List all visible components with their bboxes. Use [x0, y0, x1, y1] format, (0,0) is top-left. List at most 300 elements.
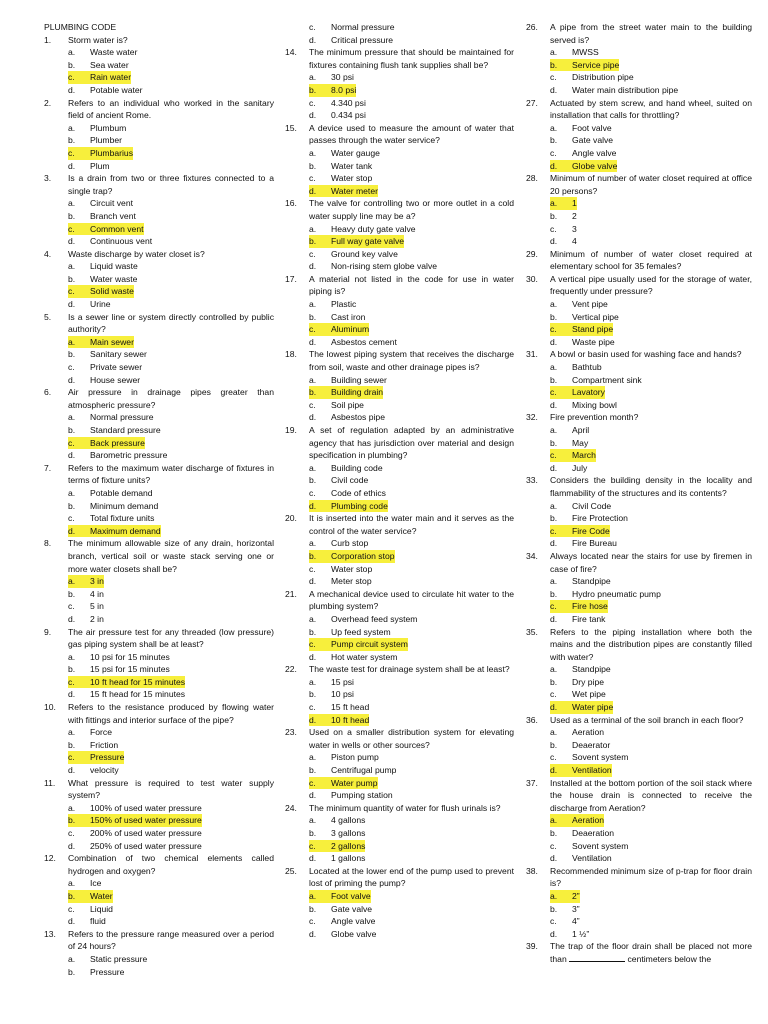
option-letter: c. [68, 751, 90, 764]
question-text: Refers to the maximum water discharge of fixtures in terms of fixture units? [68, 462, 274, 486]
answer-option [44, 147, 274, 160]
answer-option [44, 298, 274, 311]
answer-option [285, 550, 514, 563]
option-text: Sea water [90, 59, 129, 70]
answer-option [526, 84, 752, 97]
question-number: 4. [44, 248, 52, 259]
option-text: 3 [572, 223, 577, 234]
question-text: The minimum pressure that should be maintained for fixtures containing flush tank supplies shall be? [309, 47, 514, 70]
answer-option [526, 311, 752, 324]
option-letter: b. [309, 311, 317, 322]
option-text: House sewer [90, 374, 141, 385]
answer-option [285, 235, 514, 248]
question-number: 16. [285, 198, 297, 209]
answer-option [285, 185, 514, 198]
option-letter: c. [309, 916, 316, 927]
option-letter: d. [68, 450, 76, 461]
option-letter: a. [68, 727, 76, 738]
question-item [526, 550, 752, 626]
option-text: Branch vent [90, 210, 136, 221]
option-text-highlighted: 2” [572, 890, 580, 901]
question-number: 15. [285, 122, 297, 133]
answer-option [526, 323, 752, 336]
question-stem [526, 21, 752, 46]
question-stem [285, 802, 514, 815]
answer-option [526, 298, 752, 311]
option-letter: c. [550, 525, 572, 538]
question-stem [526, 865, 752, 890]
option-letter: d. [550, 764, 572, 777]
option-letter: b. [68, 664, 76, 675]
option-text: Code of ethics [331, 487, 386, 498]
question-text: Refers to the resistance produced by flowing water with fittings and interior surface of the pipe? [68, 702, 274, 725]
question-text: Considers the building density in the locality and flammability of the structures and its contents? [550, 475, 752, 498]
question-text: The valve for controlling two or more outlet in a cold water supply line may be a? [309, 198, 514, 221]
question-item [285, 512, 514, 588]
question-text: Refers to the pressure range measured over a period of 24 hours? [68, 928, 274, 952]
answer-option [526, 726, 752, 739]
option-letter: c. [68, 223, 90, 236]
option-letter: d. [68, 916, 76, 927]
answer-option [526, 525, 752, 538]
column-1 [44, 21, 274, 978]
option-text: Overhead feed system [331, 613, 418, 624]
column-2 [285, 21, 514, 940]
answer-option [526, 915, 752, 928]
answer-option [44, 512, 274, 525]
option-text: Deaeration [572, 828, 615, 838]
question-item [526, 474, 752, 550]
question-number: 35. [526, 626, 538, 637]
question-text: Storm water is? [68, 34, 128, 45]
option-text: Standpipe [572, 664, 611, 675]
question-text: Used as a terminal of the soil branch in each floor? [550, 714, 744, 725]
answer-option [44, 651, 274, 664]
answer-option [526, 134, 752, 147]
option-letter: c. [68, 71, 90, 84]
option-letter: b. [309, 689, 317, 700]
answer-option [44, 751, 274, 764]
answer-option [44, 260, 274, 273]
question-stem [285, 726, 514, 751]
option-letter: d. [550, 701, 572, 714]
question-item [44, 928, 274, 978]
option-text: Mixing bowl [572, 399, 617, 410]
question-item [526, 940, 752, 965]
question-item [44, 701, 274, 777]
answer-option [285, 34, 514, 47]
answer-option [44, 122, 274, 135]
option-letter: a. [309, 538, 317, 549]
option-letter: b. [550, 513, 558, 524]
question-item [526, 248, 752, 273]
answer-option [526, 361, 752, 374]
question-item [526, 348, 752, 411]
question-number: 5. [44, 311, 52, 322]
question-item [285, 348, 514, 424]
question-item [526, 21, 752, 97]
option-text: Potable water [90, 84, 143, 95]
option-letter: c. [550, 840, 557, 851]
answer-option [44, 235, 274, 248]
option-text: Gate valve [572, 135, 614, 146]
answer-option [285, 751, 514, 764]
question-stem [526, 474, 752, 499]
answer-option [285, 84, 514, 97]
question-item [285, 273, 514, 349]
option-letter: b. [550, 311, 558, 322]
answer-option [526, 122, 752, 135]
option-text: 200% of used water pressure [90, 828, 202, 838]
question-item [44, 34, 274, 97]
answer-option [526, 437, 752, 450]
option-text-highlighted: Corporation stop [331, 550, 395, 561]
option-text: Barometric pressure [90, 450, 168, 461]
option-letter: b. [68, 425, 76, 435]
answer-option [44, 588, 274, 601]
answer-option [44, 890, 274, 903]
option-letter: a. [550, 197, 572, 210]
question-item [526, 273, 752, 349]
question-text: Waste discharge by water closet is? [68, 248, 205, 259]
question-number: 11. [44, 777, 56, 788]
option-letter: c. [68, 513, 75, 524]
question-text: Actuated by stem screw, and hand wheel, suited on installation that calls for throttling? [550, 97, 752, 121]
option-text: Civil code [331, 475, 369, 486]
answer-option [526, 663, 752, 676]
option-text-highlighted: 1 [572, 198, 577, 209]
option-text: Standard pressure [90, 425, 161, 435]
option-letter: b. [68, 273, 76, 284]
option-letter: a. [550, 890, 572, 903]
answer-option [44, 827, 274, 840]
question-text: Located at the lower end of the pump used to prevent lost of priming the pump? [309, 865, 514, 889]
answer-option [285, 928, 514, 941]
answer-option [285, 386, 514, 399]
option-text-highlighted: 3 in [90, 576, 104, 587]
question-text: Is a sewer line or system directly controlled by public authority? [68, 311, 274, 335]
option-letter: c. [68, 676, 90, 689]
option-text: Ventilation [572, 853, 612, 864]
answer-option [44, 953, 274, 966]
answer-option [285, 147, 514, 160]
option-text: Bathtub [572, 362, 602, 373]
option-letter: b. [550, 59, 572, 72]
question-item [285, 663, 514, 726]
option-letter: a. [550, 500, 558, 511]
answer-option [44, 84, 274, 97]
option-text: 10 psi [331, 689, 354, 700]
option-letter: a. [309, 676, 317, 687]
question-stem [526, 273, 752, 298]
option-letter: a. [68, 198, 76, 209]
option-letter: c. [68, 601, 75, 612]
option-text: Water waste [90, 273, 138, 284]
option-letter: c. [550, 449, 572, 462]
question-text: Fire prevention month? [550, 412, 639, 423]
question-text: A set of regulation adapted by an administrative agency that has jurisdiction over material and design specification in plumbing? [309, 425, 514, 461]
question-item [285, 865, 514, 941]
answer-option [285, 374, 514, 387]
question-stem [285, 273, 514, 298]
answer-option [526, 827, 752, 840]
answer-option [44, 437, 274, 450]
question-stem [44, 386, 274, 411]
option-letter: a. [550, 122, 558, 133]
option-letter: d. [68, 525, 90, 538]
answer-option [526, 147, 752, 160]
option-letter: b. [68, 966, 76, 977]
option-text: Continuous vent [90, 236, 153, 247]
question-number: 33. [526, 475, 538, 486]
option-letter: d. [309, 185, 331, 198]
option-text: Fire Bureau [572, 538, 617, 549]
option-letter: a. [309, 815, 317, 826]
question-item [285, 802, 514, 865]
answer-option [44, 739, 274, 752]
option-letter: c. [309, 702, 316, 713]
question-stem [285, 663, 514, 676]
answer-option [44, 726, 274, 739]
question-number: 2. [44, 97, 52, 108]
question-number: 20. [285, 513, 297, 524]
option-letter: c. [309, 638, 331, 651]
option-letter: b. [550, 828, 558, 838]
answer-option [44, 285, 274, 298]
option-text-highlighted: Pressure [90, 752, 125, 763]
option-letter: d. [68, 840, 76, 851]
option-letter: c. [309, 173, 316, 184]
question-number: 8. [44, 538, 52, 549]
option-text: 4 in [90, 588, 104, 599]
answer-option [285, 97, 514, 110]
question-text: A bowl or basin used for washing face and hands? [550, 349, 742, 360]
option-text-highlighted: Plumbing code [331, 500, 388, 511]
question-text: Minimum of number of water closet required at office 20 persons? [550, 173, 752, 196]
answer-option [44, 223, 274, 236]
answer-option [44, 374, 274, 387]
option-text-highlighted: Fire hose [572, 601, 608, 612]
answer-option [526, 374, 752, 387]
option-text: Pressure [90, 966, 125, 977]
option-letter: c. [550, 600, 572, 613]
option-text-highlighted: Full way gate valve [331, 236, 405, 247]
answer-option [526, 462, 752, 475]
question-stem [526, 777, 752, 815]
option-letter: b. [68, 59, 76, 70]
option-letter: a. [550, 814, 572, 827]
option-letter: b. [309, 828, 317, 838]
question-item [285, 424, 514, 512]
option-letter: d. [550, 462, 558, 473]
option-text: 2 [572, 210, 577, 221]
document-title: PLUMBING CODE [44, 22, 117, 32]
option-letter: b. [309, 235, 331, 248]
option-text: Heavy duty gate valve [331, 223, 416, 234]
question-text: A device used to measure the amount of water that passes through the water service? [309, 122, 514, 146]
question-text: Installed at the bottom portion of the soil stack where the house drain is connected to receive the discharge from Aeration? [550, 777, 752, 813]
question-item [285, 197, 514, 273]
answer-option [285, 701, 514, 714]
option-text: Plumbum [90, 122, 127, 133]
option-text: Hydro pneumatic pump [572, 588, 661, 599]
answer-option [526, 928, 752, 941]
question-text: The waste test for drainage system shall be at least? [309, 664, 510, 675]
option-text: Curb stop [331, 538, 369, 549]
question-stem [285, 512, 514, 537]
option-letter: c. [309, 777, 331, 790]
answer-option [285, 688, 514, 701]
answer-option [285, 399, 514, 412]
option-text-highlighted: Water pump [331, 777, 378, 788]
option-text: Water stop [331, 173, 373, 184]
option-letter: a. [68, 261, 76, 272]
answer-option [526, 600, 752, 613]
option-letter: d. [550, 399, 558, 410]
answer-option [44, 59, 274, 72]
question-stem [44, 172, 274, 197]
option-text-highlighted: Service pipe [572, 59, 620, 70]
option-text-highlighted: Ventilation [572, 765, 612, 776]
option-text: Force [90, 727, 112, 738]
option-letter: d. [550, 160, 572, 173]
answer-option [44, 688, 274, 701]
option-letter: a. [68, 953, 76, 964]
option-text: Building code [331, 462, 383, 473]
option-text-highlighted: March [572, 450, 596, 461]
answer-option [44, 802, 274, 815]
option-letter: c. [550, 752, 557, 763]
option-text: Sanitary sewer [90, 349, 147, 360]
question-text: The air pressure test for any threaded (low pressure) gas piping system shall be at least? [68, 626, 274, 650]
answer-option [44, 613, 274, 626]
answer-option [44, 210, 274, 223]
option-text: 4.340 psi [331, 97, 366, 108]
option-letter: c. [550, 689, 557, 700]
question-stem [526, 626, 752, 664]
option-letter: c. [68, 362, 75, 373]
question-stem [44, 311, 274, 336]
answer-option [285, 563, 514, 576]
answer-option [285, 575, 514, 588]
answer-option [285, 777, 514, 790]
option-text: Water main distribution pipe [572, 84, 679, 95]
answer-option [44, 663, 274, 676]
question-text: A mechanical device used to circulate hit water to the plumbing system? [309, 588, 514, 612]
option-text: Compartment sink [572, 374, 642, 385]
option-letter: c. [550, 147, 557, 158]
question-number: 12. [44, 853, 56, 864]
option-text-highlighted: Aeration [572, 815, 605, 826]
answer-option [285, 411, 514, 424]
option-text-highlighted: 10 ft head for 15 minutes [90, 676, 186, 687]
question-item [285, 46, 514, 122]
answer-option [526, 210, 752, 223]
answer-option [526, 512, 752, 525]
option-letter: a. [550, 47, 558, 58]
question-text: The trap of the floor drain shall be placed not more than centimeters below the [550, 941, 752, 964]
option-text: fluid [90, 916, 106, 927]
answer-option [44, 361, 274, 374]
answer-option [526, 424, 752, 437]
answer-option [44, 840, 274, 853]
answer-option [285, 676, 514, 689]
option-letter: c. [309, 323, 331, 336]
option-text-highlighted: Solid waste [90, 286, 134, 297]
option-text: Soil pipe [331, 399, 364, 410]
answer-option [44, 676, 274, 689]
answer-option [44, 915, 274, 928]
option-text: Foot valve [572, 122, 612, 133]
option-letter: b. [550, 588, 558, 599]
option-letter: a. [309, 299, 317, 310]
option-letter: a. [550, 425, 558, 435]
answer-option [44, 525, 274, 538]
question-number: 3. [44, 173, 52, 184]
option-text: Centrifugal pump [331, 765, 397, 776]
answer-option [44, 348, 274, 361]
answer-option [526, 840, 752, 853]
question-number: 23. [285, 727, 297, 738]
question-item [526, 411, 752, 474]
option-text: Vertical pipe [572, 311, 619, 322]
question-stem [285, 122, 514, 147]
question-number: 39. [526, 941, 538, 952]
option-letter: c. [309, 97, 316, 108]
answer-option [285, 537, 514, 550]
option-letter: a. [68, 651, 76, 662]
question-number: 25. [285, 865, 297, 876]
option-text: 1 gallons [331, 853, 366, 864]
question-number: 13. [44, 928, 56, 939]
option-letter: c. [309, 840, 331, 853]
question-text: Used on a smaller distribution system for elevating water in wells or other sources? [309, 727, 514, 750]
option-letter: b. [68, 814, 90, 827]
question-item [526, 626, 752, 714]
option-text: Civil Code [572, 500, 612, 511]
answer-option [285, 474, 514, 487]
option-letter: c. [68, 437, 90, 450]
option-text-highlighted: Foot valve [331, 890, 371, 901]
option-text-highlighted: Building drain [331, 387, 384, 398]
option-letter: d. [309, 336, 317, 347]
question-item [44, 386, 274, 462]
option-text: 10 psi for 15 minutes [90, 651, 170, 662]
option-letter: b. [550, 437, 558, 448]
question-text: Is a drain from two or three fixtures connected to a single trap? [68, 173, 274, 196]
answer-option [285, 915, 514, 928]
answer-option [526, 701, 752, 714]
option-letter: b. [550, 676, 558, 687]
option-text: 4 [572, 236, 577, 247]
option-text-highlighted: Pump circuit system [331, 639, 408, 650]
option-text: Wet pipe [572, 689, 606, 700]
question-number: 7. [44, 462, 52, 473]
question-item [44, 97, 274, 173]
option-letter: d. [550, 84, 558, 95]
answer-option [526, 386, 752, 399]
question-number: 19. [285, 425, 297, 435]
answer-option [44, 600, 274, 613]
question-item [526, 714, 752, 777]
question-number: 37. [526, 777, 538, 788]
option-letter: c. [68, 147, 90, 160]
answer-option [44, 487, 274, 500]
answer-option [526, 688, 752, 701]
question-number: 31. [526, 349, 538, 360]
question-text: Refers to the piping installation where both the mains and the distribution pipes are constantly filled with water? [550, 626, 752, 662]
option-text-highlighted: 8.0 psi [331, 84, 357, 95]
